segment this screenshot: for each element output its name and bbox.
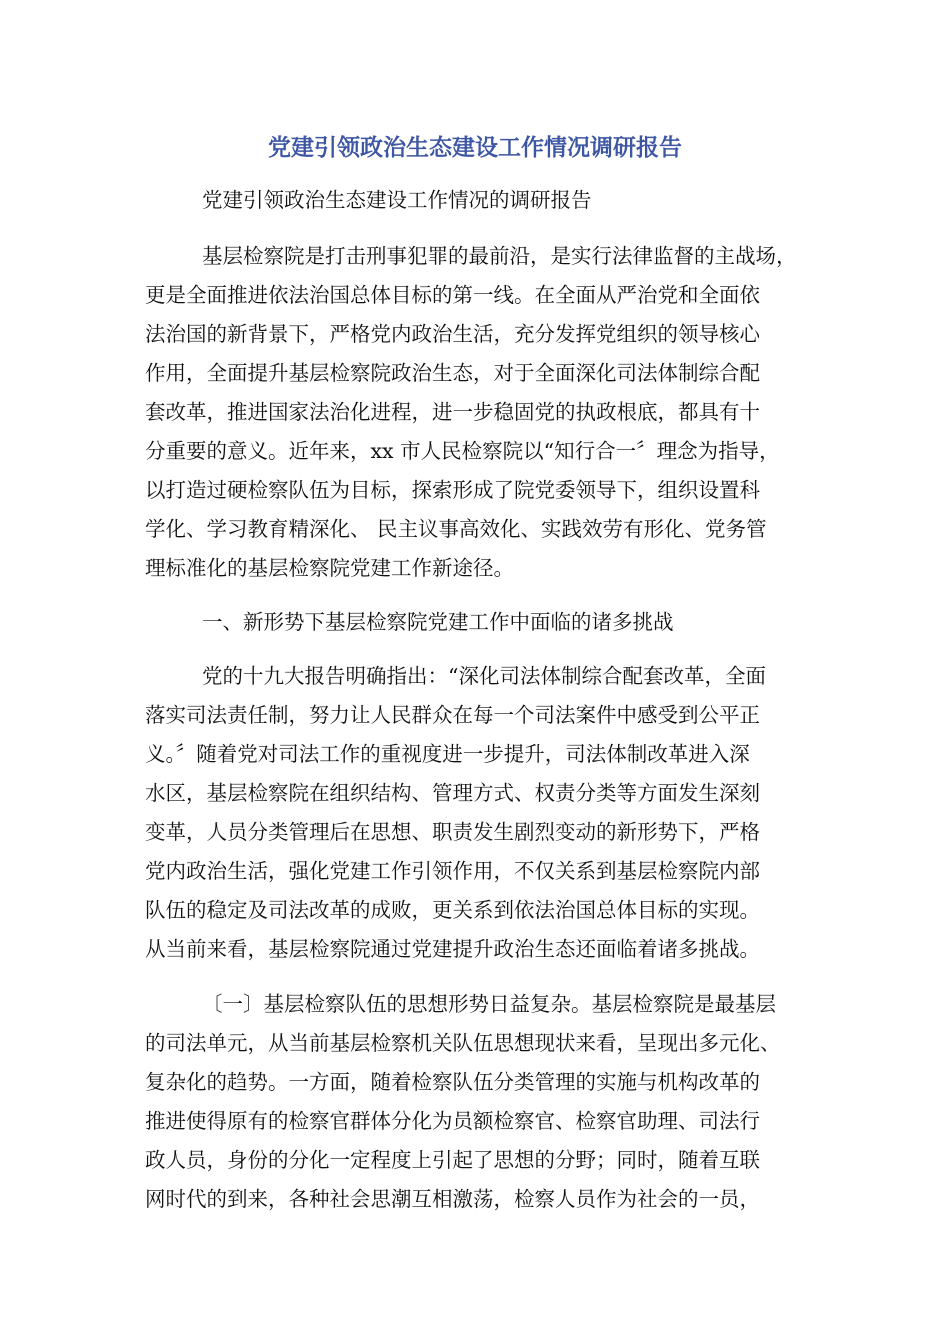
section-heading-line: 一、新形势下基层检察院党建工作中面临的诸多挑战 [202, 610, 674, 634]
paragraph-line: 党内政治生活，强化党建工作引领作用，不仅关系到基层检察院内部 [145, 859, 760, 883]
paragraph-line: 从当前来看，基层检察院通过党建提升政治生态还面临着诸多挑战。 [145, 937, 760, 961]
paragraph-line: 落实司法责任制，努力让人民群众在每一个司法案件中感受到公平正 [145, 703, 760, 727]
paragraph-line: 义。〞随着党对司法工作的重视度进一步提升，司法体制改革进入深 [145, 742, 750, 766]
paragraph-line: 的司法单元，从当前基层检察机关队伍思想现状来看，呈现出多元化、 [145, 1031, 781, 1055]
section-heading-challenges [145, 603, 810, 642]
paragraph-subsection-one [145, 985, 810, 1219]
document-title: 党建引领政治生态建设工作情况调研报告 [268, 134, 682, 161]
paragraph-intro [145, 237, 810, 588]
paragraph-line: 变革，人员分类管理后在思想、职责发生剧烈变动的新形势下，严格 [145, 820, 760, 844]
paragraph-line: 复杂化的趋势。一方面，随着检察队伍分类管理的实施与机构改革的 [145, 1070, 760, 1094]
subtitle-line: 党建引领政治生态建设工作情况的调研报告 [202, 188, 592, 212]
paragraph-line: 学化、学习教育精深化、 民主议事高效化、实践效劳有形化、党务管 [145, 517, 767, 541]
paragraph-line: 基层检察院是打击刑事犯罪的最前沿，是实行法律监督的主战场， [202, 244, 797, 268]
paragraph-report [145, 657, 810, 969]
paragraph-line: 网时代的到来，各种社会思潮互相激荡，检察人员作为社会的一员， [145, 1187, 760, 1211]
paragraph-line: 分重要的意义。近年来，xx 市人民检察院以“知行合一〞理念为指导， [145, 439, 780, 463]
paragraph-line: 党的十九大报告明确指出：“深化司法体制综合配套改革，全面 [202, 664, 766, 688]
paragraph-line: 以打造过硬检察队伍为目标，探索形成了院党委领导下，组织设置科 [145, 478, 760, 502]
paragraph-line: 法治国的新背景下，严格党内政治生活，充分发挥党组织的领导核心 [145, 322, 760, 346]
paragraph-line: 水区，基层检察院在组织结构、管理方式、权责分类等方面发生深刻 [145, 781, 760, 805]
paragraph-line: 队伍的稳定及司法改革的成败，更关系到依法治国总体目标的实现。 [145, 898, 760, 922]
paragraph-line: 〔一〕基层检察队伍的思想形势日益复杂。基层检察院是最基层 [202, 992, 776, 1016]
paragraph-line: 推进使得原有的检察官群体分化为员额检察官、检察官助理、司法行 [145, 1109, 760, 1133]
document-subtitle [145, 181, 867, 220]
paragraph-line: 理标准化的基层检察院党建工作新途径。 [145, 556, 514, 580]
paragraph-line: 套改革，推进国家法治化进程，进一步稳固党的执政根底，都具有十 [145, 400, 760, 424]
paragraph-line: 作用，全面提升基层检察院政治生态，对于全面深化司法体制综合配 [145, 361, 760, 385]
paragraph-line: 更是全面推进依法治国总体目标的第一线。在全面从严治党和全面依 [145, 283, 760, 307]
paragraph-line: 政人员，身份的分化一定程度上引起了思想的分野；同时，随着互联 [145, 1148, 760, 1172]
